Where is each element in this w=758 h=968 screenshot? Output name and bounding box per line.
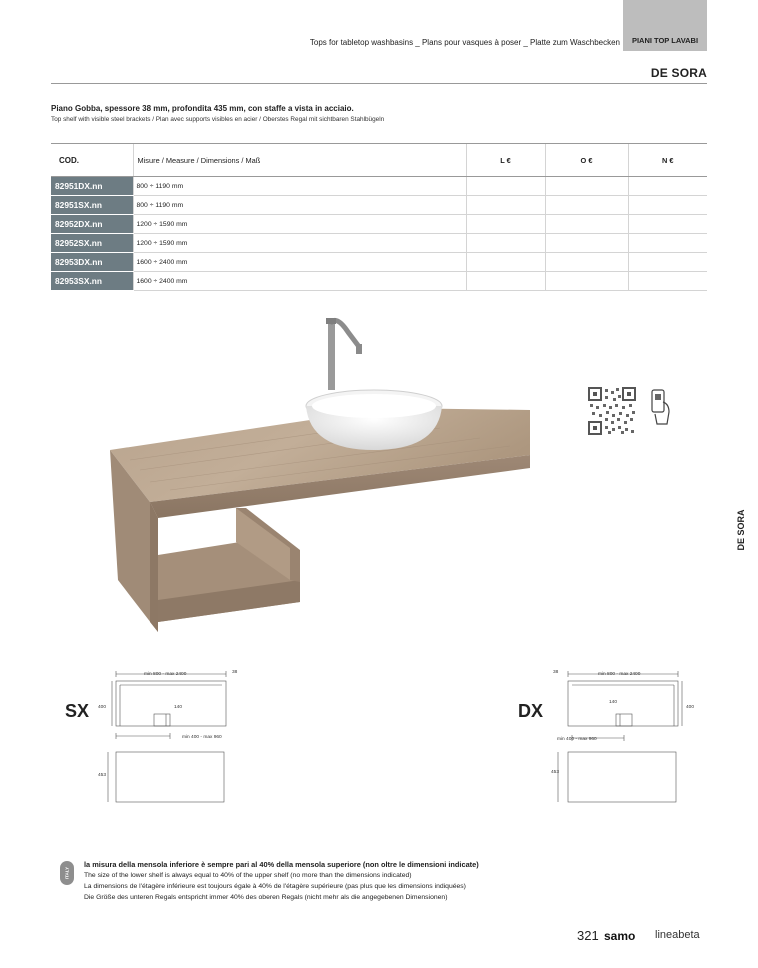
row-measure: 800 ÷ 1190 mm xyxy=(133,177,466,196)
italy-badge-text: ITALY xyxy=(64,866,70,880)
collection-title: DE SORA xyxy=(650,66,707,80)
row-measure: 1200 ÷ 1590 mm xyxy=(133,234,466,253)
row-price-n xyxy=(628,196,707,215)
row-price-l xyxy=(466,234,545,253)
row-price-n xyxy=(628,234,707,253)
side-collection-label xyxy=(728,500,754,560)
product-image xyxy=(110,310,530,640)
row-price-o xyxy=(545,196,628,215)
row-price-o xyxy=(545,272,628,291)
italy-badge xyxy=(60,861,74,885)
row-code: 82952DX.nn xyxy=(51,215,133,234)
row-code: 82951DX.nn xyxy=(51,177,133,196)
col-price-n: N € xyxy=(628,144,707,177)
product-subtitle: Top shelf with visible steel brackets / Plan avec supports visibles en acier / Oberstes Regal mit sichtbaren Stahlbügeln xyxy=(51,116,385,123)
dx-top-width: min 800 - max 2400 xyxy=(598,672,641,677)
table-row xyxy=(51,234,707,253)
row-price-o xyxy=(545,234,628,253)
note-french: La dimensions de l'étagère inférieure est toujours égale à 40% de l'étagère supérieure (pas plus que les dimensions indiquées) xyxy=(84,883,466,890)
sx-height: 400 xyxy=(98,705,107,710)
row-code: 82952SX.nn xyxy=(51,234,133,253)
table-row xyxy=(51,215,707,234)
dx-thickness: 38 xyxy=(553,670,559,675)
row-price-n xyxy=(628,253,707,272)
row-price-o xyxy=(545,177,628,196)
row-measure: 1600 ÷ 2400 mm xyxy=(133,272,466,291)
row-price-l xyxy=(466,196,545,215)
col-price-l: L € xyxy=(466,144,545,177)
qr-code-icon[interactable] xyxy=(587,386,637,436)
dx-shelf-depth: 140 xyxy=(609,700,618,705)
col-cod: COD. xyxy=(51,144,133,177)
row-code: 82953SX.nn xyxy=(51,272,133,291)
row-price-n xyxy=(628,177,707,196)
col-price-o: O € xyxy=(545,144,628,177)
price-table xyxy=(51,143,707,291)
sx-shelf-depth: 140 xyxy=(174,705,183,710)
section-tab[interactable] xyxy=(623,0,707,51)
note-italian: la misura della mensola inferiore è sempre pari al 40% della mensola superiore (non oltre le dimensioni indicate) xyxy=(84,860,479,869)
row-measure: 1200 ÷ 1590 mm xyxy=(133,215,466,234)
sx-label: SX xyxy=(65,701,90,721)
row-measure: 800 ÷ 1190 mm xyxy=(133,196,466,215)
row-price-o xyxy=(545,253,628,272)
table-row xyxy=(51,196,707,215)
dx-lower-width: min 400 - max 960 xyxy=(557,737,597,742)
row-price-o xyxy=(545,215,628,234)
table-header-row xyxy=(51,144,707,177)
dx-height: 400 xyxy=(686,705,695,710)
header-subtitle: Tops for tabletop washbasins _ Plans pour vasques à poser _ Platte zum Waschbecken xyxy=(309,38,620,47)
table-row xyxy=(51,272,707,291)
page-number: 321 xyxy=(577,928,599,943)
row-price-l xyxy=(466,177,545,196)
dx-depth: 453 xyxy=(551,770,560,775)
sx-lower-width: min 400 - max 960 xyxy=(182,735,222,740)
sx-depth: 453 xyxy=(98,773,107,778)
row-code: 82953DX.nn xyxy=(51,253,133,272)
table-row xyxy=(51,177,707,196)
header-divider xyxy=(51,83,707,84)
sx-top-width: min 800 - max 2400 xyxy=(144,672,187,677)
col-measure: Misure / Measure / Dimensions / Maß xyxy=(133,144,466,177)
row-measure: 1600 ÷ 2400 mm xyxy=(133,253,466,272)
smartphone-scan-icon xyxy=(649,388,671,428)
dx-technical-drawing xyxy=(550,666,690,806)
brand-line: lineabeta xyxy=(655,929,700,941)
brand-logo: samo xyxy=(604,929,636,943)
dx-label: DX xyxy=(518,701,544,721)
row-price-l xyxy=(466,215,545,234)
table-row xyxy=(51,253,707,272)
sx-thickness: 38 xyxy=(232,670,238,675)
side-collection-text: DE SORA xyxy=(736,509,746,551)
row-price-l xyxy=(466,272,545,291)
row-code: 82951SX.nn xyxy=(51,196,133,215)
row-price-n xyxy=(628,272,707,291)
row-price-l xyxy=(466,253,545,272)
note-german: Die Größe des unteren Regals entspricht immer 40% des oberen Regals (nicht mehr als die angegebenen Dimensionen) xyxy=(84,894,448,901)
section-tab-label: PIANI TOP LAVABI xyxy=(631,36,699,45)
product-title: Piano Gobba, spessore 38 mm, profondita 435 mm, con staffe a vista in acciaio. xyxy=(51,104,354,113)
note-english: The size of the lower shelf is always equal to 40% of the upper shelf (no more than the dimensions indicated) xyxy=(84,872,412,879)
row-price-n xyxy=(628,215,707,234)
